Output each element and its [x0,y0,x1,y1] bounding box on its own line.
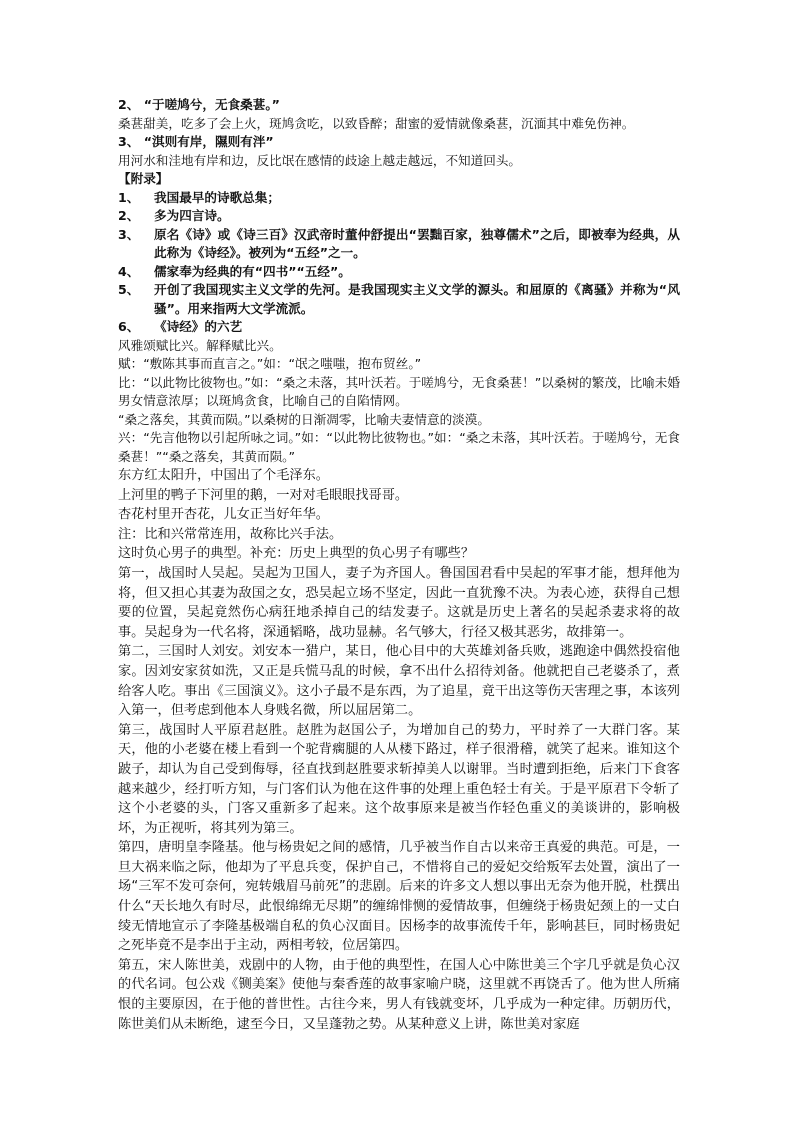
item-number: 4、 [118,263,140,279]
item-text: 多为四言诗。 [154,208,230,223]
item3-body: 用河水和洼地有岸和边，反比氓在感情的歧途上越走越远，不知道回头。 [118,152,521,168]
story-paragraph: 第三，战国时人平原君赵胜。赵胜为赵国公子，为增加自己的势力，平时养了一大群门客。某天，他的小老婆在楼上看到一个驼背瘸腿的人从楼下路过，样子很滑稽，就笑了起来。谁知这个跛子，却认为自己受到侮辱，径直找到赵胜要求斩掉美人以谢罪。当时遭到拒绝，后来门下食客越来越少，经打听方知，与门客们认为他在这件事的处理上重色轻士有关。于是平原君下令斩了这个小老婆的头，门客又重新多了起来。这个故事原来是被当作轻色重义的美谈讲的，影响极坏，为正视听，将其列为第三。 [118,722,680,836]
item3-title: 3、 “淇则有岸，隰则有泮” [118,134,274,149]
item2-title: 2、 “于嗟鸠兮，无食桑葚。” [118,97,280,112]
six-arts-line: “桑之落矣，其黄而陨。”以桑树的日渐凋零，比喻夫妻情意的淡漠。 [118,411,490,427]
six-arts-line: 风雅颂赋比兴。解释赋比兴。 [118,337,282,353]
six-arts-line: 赋：“敷陈其事而直言之。”如：“氓之嗤嗤，抱布贸丝。” [118,356,422,371]
item-text: 开创了我国现实主义文学的先河。是我国现实主义文学的源头。和屈原的《离骚》并称为“风骚”。用来指两大文学流派。 [154,282,680,316]
item2-body: 桑葚甜美，吃多了会上火，斑鸠贪吃，以致昏醉；甜蜜的爱情就像桑葚，沉湎其中难免伤神。 [118,115,635,131]
six-arts-line: 兴：“先言他物以引起所咏之词。”如：“以此物比彼物也。”如：“桑之未落，其叶沃若。于嗟鸠兮，无食桑葚！”“桑之落矣，其黄而陨。” [118,430,680,464]
item-text: 儒家奉为经典的有“四书”“五经”。 [154,263,351,279]
item-number: 1、 [118,189,140,205]
example-line: 这时负心男子的典型。补充：历史上典型的负心男子有哪些？ [118,546,475,562]
appendix-item [118,189,680,208]
item-text: 我国最早的诗歌总集； [154,189,280,205]
item-number: 2、 [118,208,140,223]
appendix-title: 【附录】 [118,171,169,186]
appendix-item [118,263,680,282]
item-number: 5、 [118,282,140,297]
item-text: 《诗经》的六艺 [154,319,243,334]
story-paragraph: 第一，战国时人吴起。吴起为卫国人，妻子为齐国人。鲁国国君看中吴起的军事才能，想拜他为将，但又担心其妻为敌国之女，恐吴起立场不坚定，因此一直犹豫不决。为表心迹，获得自己想要的位置，吴起竟然伤心病狂地杀掉自己的结发妻子。这就是历史上著名的吴起杀妻求将的故事。吴起身为一代名将，深通韬略，战功显赫。名气够大，行径又极其恶劣，故排第一。 [118,565,680,640]
appendix-item [118,318,680,337]
item-number: 3、 [118,226,140,242]
document-page [118,96,680,1034]
appendix-item [118,207,680,226]
example-line: 东方红太阳升，中国出了个毛泽东。 [118,468,329,483]
example-line: 上河里的鸭子下河里的鹅，一对对毛眼眼找哥哥。 [118,487,409,503]
item-number: 6、 [118,319,140,334]
example-line: 杏花村里开杏花，儿女正当好年华。 [118,507,329,523]
story-paragraph: 第四，唐明皇李隆基。他与杨贵妃之间的感情，几乎被当作自古以来帝王真爱的典范。可是，一旦大祸来临之际，他却为了平息兵变，保护自己，不惜将自己的爱妃交给叛军去处置，演出了一场“三军不发可奈何，宛转娥眉马前死”的悲剧。后来的许多文人想以事出无奈为他开脱，杜撰出什么“天长地久有时尽，此恨绵绵无尽期”的缠绵悱恻的爱情故事，但缠绕于杨贵妃颈上的一丈白绫无情地宣示了李隆基极端自私的负心汉面目。因杨李的故事流传千年，影响甚巨，同时杨贵妃之死毕竟不是李出于主动，两相考较，位居第四。 [118,840,680,954]
six-arts-line: 比：“以此物比彼物也。”如：“桑之未落，其叶沃若。于嗟鸠兮，无食桑葚！”以桑树的繁茂，比喻未婚男女情意浓厚；以斑鸠贪食，比喻自己的自陷情网。 [118,374,680,408]
appendix-item [118,281,680,318]
story-paragraph: 第五，宋人陈世美，戏剧中的人物，由于他的典型性，在国人心中陈世美三个字几乎就是负心汉的代名词。包公戏《铡美案》使他与秦香莲的故事家喻户晓，这里就不再饶舌了。他为世人所痛恨的主要原因，在于他的普世性。古往今来，男人有钱就变坏，几乎成为一种定律。历朝历代，陈世美们从未断绝，逮至今日，又呈蓬勃之势。从某种意义上讲，陈世美对家庭 [118,957,680,1032]
example-line: 注：比和兴常常连用，故称比兴手法。 [118,526,343,542]
appendix-item [118,226,680,263]
item-text: 原名《诗》或《诗三百》汉武帝时董仲舒提出“罢黜百家，独尊儒术”之后，即被奉为经典，从此称为《诗经》。被列为“五经”之一。 [154,226,680,260]
story-paragraph: 第二，三国时人刘安。刘安本一猎户，某日，他心目中的大英雄刘备兵败，逃跑途中偶然投宿他家。因刘安家贫如洗，又正是兵慌马乱的时候，拿不出什么招待刘备。他就把自己老婆杀了，煮给客人吃。事出《三国演义》。这小子最不是东西，为了追星，竟干出这等伤天害理之事，本该列入第一，但考虑到他本人身贱名微，所以屈居第二。 [118,644,680,719]
